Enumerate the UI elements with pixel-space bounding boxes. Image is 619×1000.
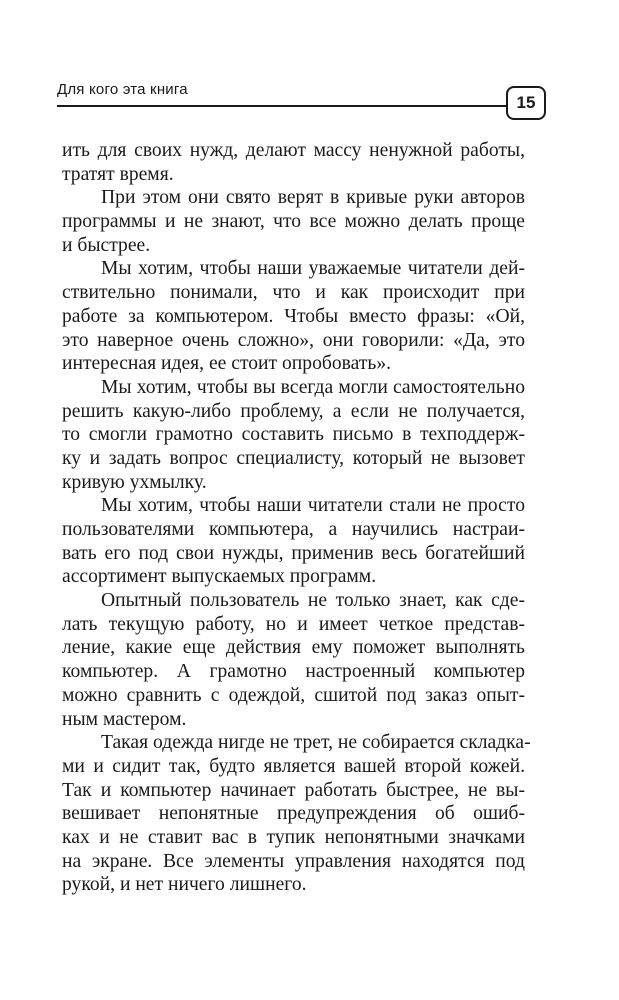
page-number: 15 <box>506 86 546 120</box>
text-line: ках и не ставит вас в тупик непонятными значками <box>62 826 525 848</box>
text-line: Мы хотим, чтобы вы всегда могли самостоятельно <box>101 376 525 398</box>
text-line: При этом они свято верят в кривые руки авторов <box>101 187 525 209</box>
text-line: кривую ухмылку. <box>62 471 207 493</box>
text-line: тратят время. <box>62 163 174 185</box>
text-line: пользователями компьютера, а научились настраи- <box>62 519 525 540</box>
text-line: Такая одежда нигде не трет, не собирается складка- <box>101 732 531 754</box>
text-line: решить какую-либо проблему, а если не получается, <box>62 400 525 422</box>
body-text <box>62 139 531 897</box>
text-line: вать его под свои нужды, применив весь богатейший <box>62 542 525 564</box>
text-line: интересная идея, ее стоит опробовать». <box>62 353 392 375</box>
text-line: компьютер. А грамотно настроенный компьютер <box>62 661 525 683</box>
text-line: ми и сидит так, будто является вашей второй кожей. <box>62 755 525 777</box>
text-line: лать текущую работу, но и имеет четкое представ- <box>62 613 525 635</box>
text-line: это наверное очень сложно», они говорили: «Да, это <box>62 329 525 351</box>
text-line: можно сравнить с одеждой, сшитой под заказ опыт- <box>62 684 525 706</box>
text-line: Так и компьютер начинает работать быстрее, не вы- <box>62 779 525 801</box>
text-line: то смогли грамотно составить письмо в техподдерж- <box>62 424 525 446</box>
text-line: ку и задать вопрос специалисту, который не вызовет <box>62 447 525 469</box>
text-line: на экране. Все элементы управления находятся под <box>62 850 525 872</box>
text-line: Опытный пользователь не только знает, как сде- <box>101 590 525 612</box>
text-line: и быстрее. <box>62 234 151 256</box>
text-line: ассортимент выпускаемых программ. <box>62 566 377 588</box>
running-header-title: Для кого эта книга <box>57 81 188 98</box>
text-line: работе за компьютером. Чтобы вместо фразы: «Ой, <box>62 305 525 327</box>
text-line: рукой, и нет ничего лишнего. <box>62 874 307 896</box>
text-line: программы и не знают, что все можно делать проще <box>62 211 525 233</box>
text-line: вешивает непонятные предупреждения об ошиб- <box>62 803 525 825</box>
text-line: ление, какие еще действия ему поможет выполнять <box>62 637 525 659</box>
text-line: ным мастером. <box>62 708 187 730</box>
text-line: ить для своих нужд, делают массу ненужной работы, <box>62 140 525 161</box>
header-rule <box>57 105 506 107</box>
text-line: Мы хотим, чтобы наши уважаемые читатели дей- <box>101 258 525 280</box>
text-line: ствительно понимали, что и как происходит при <box>62 282 525 304</box>
text-line: Мы хотим, чтобы наши читатели стали не просто <box>101 495 525 517</box>
